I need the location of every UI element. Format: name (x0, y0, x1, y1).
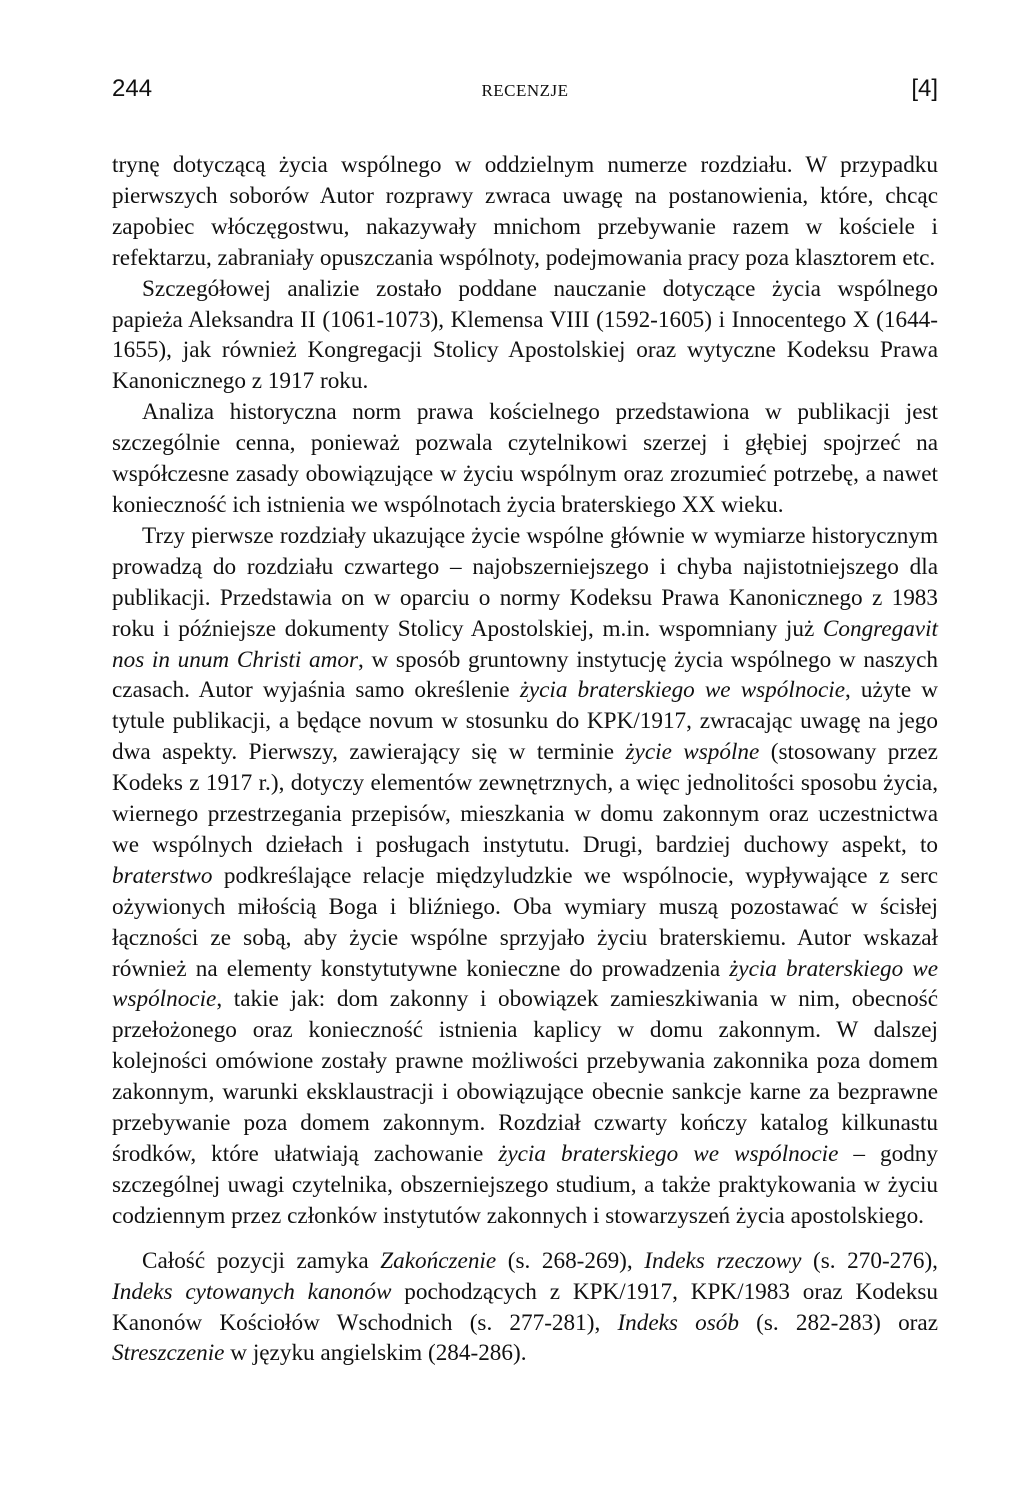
italic-term-1: życia braterskiego we wspólnocie (519, 677, 846, 704)
paragraph-5-text-5: (s. 282-283) oraz (738, 1309, 938, 1336)
paragraph-4-text-4: (stosowany przez Kodeks z 1917 r.), dotyczy elementów zewnętrznych, a więc jednolitości sposobu życia, wiernego przestrzegania przepisów, mieszkania w domu zakonnym oraz uczestnictwa we wspólnych dziełach i posługach instytutu. Drugi, bardziej duchowy aspekt, to (112, 739, 938, 858)
italic-term-braterstwo: braterstwo (112, 862, 213, 889)
italic-indeks-osob: Indeks osób (617, 1309, 739, 1336)
paragraph-4-text-2: , w sposób gruntowny instytucję życia wspólnego w naszych czasach. Autor wyjaśnia samo określenie (112, 646, 939, 704)
section-marker: [4] (911, 75, 938, 102)
italic-term-2: życia braterskiego we wspólnocie (112, 955, 939, 1013)
running-head (112, 72, 938, 106)
review-body (112, 150, 938, 1369)
paragraph-4-text-7: – godny szczególnej uwagi czytelnika, obszerniejszego studium, a także praktykowania w życiu codziennym przez członków instytutów zakonnych i stowarzyszeń życia apostolskiego. (112, 1141, 938, 1229)
paragraph-4-text-1: Trzy pierwsze rozdziały ukazujące życie wspólne głównie w wymiarze historycznym prowadzą do rozdziału czwartego – najobszerniejszego i chyba najistotniejszego dla publikacji. Przedstawia on w oparciu o normy Kodeksu Prawa Kanonicznego z 1983 roku i późniejsze dokumenty Stolicy Apostolskiej, m.in. wspomniany już (112, 522, 938, 642)
page-number: 244 (112, 75, 153, 102)
italic-streszczenie: Streszczenie (112, 1340, 225, 1367)
paragraph-5-text-1: Całość pozycji zamyka (142, 1247, 381, 1274)
italic-term-3: życia braterskiego we wspólnocie (498, 1141, 839, 1167)
paragraph-5-text-2: (s. 268-269), (496, 1247, 645, 1274)
italic-zakonczenie: Zakończenie (380, 1247, 497, 1274)
paragraph-4-text-6: , takie jak: dom zakonny i obowiązek zamieszkiwania w nim, obecność przełożonego oraz konieczność istnienia kaplicy w domu zakonnym. W dalszej kolejności omówione zostały prawne możliwości przebywania zakonnika poza domem zakonnym, warunki eksklaustracji i obowiązujące obecnie sankcje karne za bezprawne przebywanie poza domem zakonnym. Rozdział czwarty kończy katalog kilkunastu środków, które ułatwiają zachowanie (112, 986, 938, 1167)
paragraph-4-text-5: podkreślające relacje międzyludzkie we wspólnocie, wypływające z serc ożywionych miłością Boga i bliźniego. Oba wymiary muszą pozostawać w ścisłej łączności ze sobą, aby życie wspólne sprzyjało życiu braterskiemu. Autor wskazał również na elementy konstytutywne konieczne do prowadzenia (112, 862, 938, 982)
document-page (112, 72, 939, 1367)
paragraph-5-text-3: (s. 270-276), (801, 1247, 938, 1274)
paragraph-5-text-6: w języku angielskim (284-286). (224, 1340, 527, 1367)
paragraph-5 (112, 1246, 938, 1370)
paragraph-3: Analiza historyczna norm prawa kościelnego przedstawiona w publikacji jest szczególnie cenna, ponieważ pozwala czytelnikowi szerzej i głębiej spojrzeć na współczesne zasady obowiązujące w życiu wspólnym oraz zrozumieć potrzebę, a nawet konieczność ich istnienia we wspólnotach życia braterskiego XX wieku. (112, 399, 938, 518)
italic-term-zycie-wspolne: życie wspólne (625, 739, 760, 766)
paragraph-4-text-3: , użyte w tytule publikacji, a będące novum w stosunku do KPK/1917, zwracając uwagę na jego dwa aspekty. Pierwszy, zawierający się w terminie (112, 677, 938, 766)
paragraph-1: trynę dotyczącą życia wspólnego w oddzielnym numerze rozdziału. W przypadku pierwszych soborów Autor rozprawy zwraca uwagę na postanowienia, które, chcąc zapobiec włóczęgostwu, nakazywały mnichom przebywanie razem w kościele i refektarzu, zabraniały opuszczania wspólnoty, podejmowania pracy poza klasztorem etc. (112, 152, 938, 271)
italic-title-congregavit: Congregavit nos in unum Christi amor (112, 615, 938, 673)
running-title: RECENZJE (481, 81, 569, 100)
paragraph-2: Szczegółowej analizie zostało poddane nauczanie dotyczące życia wspólnego papieża Aleksandra II (1061-1073), Klemensa VIII (1592-1605) i Innocentego X (1644-1655), jak również Kongregacji Stolicy Apostolskiej oraz wytyczne Kodeksu Prawa Kanonicznego z 1917 roku. (112, 275, 938, 395)
paragraph-4 (112, 521, 938, 1232)
italic-indeks-rzeczowy: Indeks rzeczowy (644, 1247, 802, 1274)
paragraph-5-text-4: pochodzących z KPK/1917, KPK/1983 oraz Kodeksu Kanonów Kościołów Wschodnich (s. 277-281), (112, 1278, 938, 1336)
italic-indeks-kanonow: Indeks cytowanych kanonów (112, 1278, 392, 1305)
